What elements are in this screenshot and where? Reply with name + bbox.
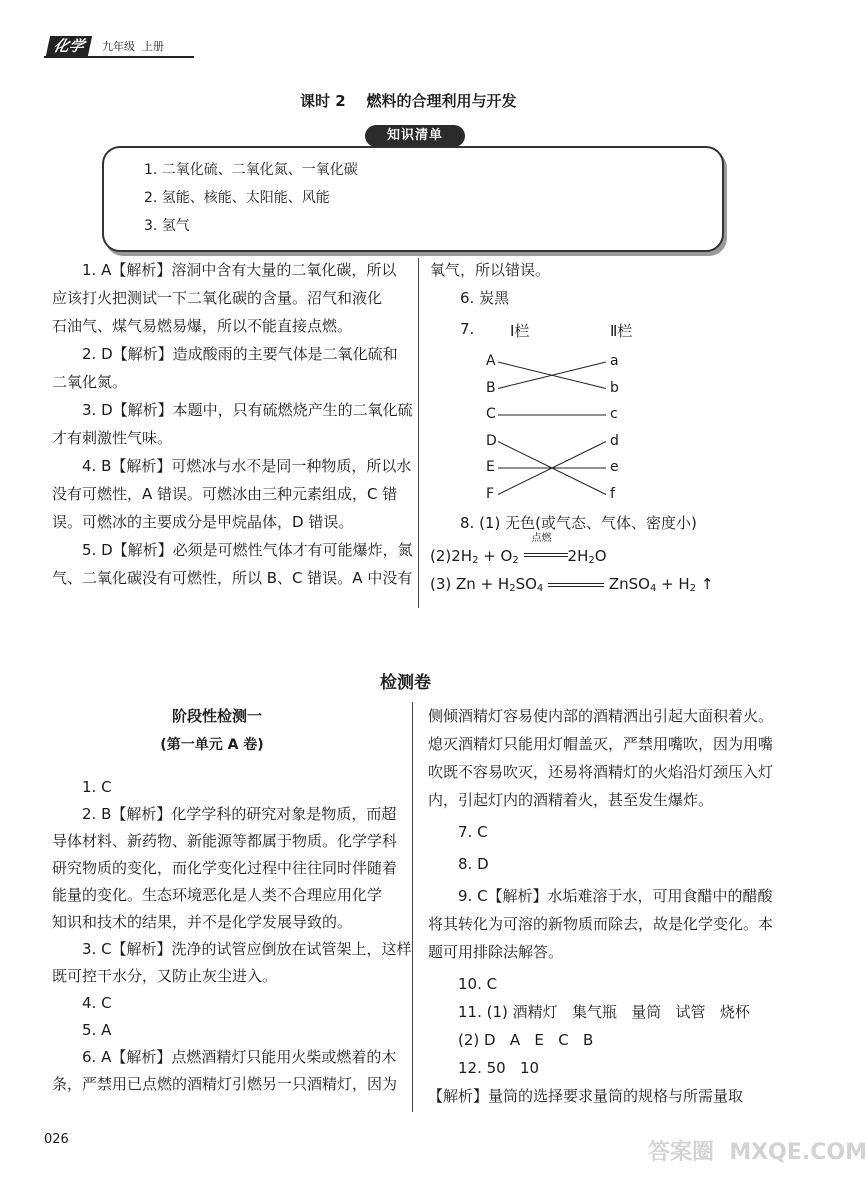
text-line: 4. B【解析】可燃冰与水不是同一种物质，所以水	[82, 457, 412, 475]
column-one-header: Ⅰ栏	[510, 322, 530, 340]
text-line: 【解析】量筒的选择要求量筒的规格与所需量取	[428, 1087, 744, 1105]
lesson-right-column	[430, 256, 790, 312]
left-item: D	[486, 432, 497, 449]
exam-left-column	[52, 702, 412, 1098]
column-divider	[412, 702, 413, 1112]
right-item: a	[610, 353, 619, 369]
right-item: d	[610, 432, 619, 449]
text-line: 熄灭酒精灯只能用灯帽盖灭，严禁用嘴吹，因为用嘴	[428, 735, 774, 753]
text-line: 应该打火把测试一下二氧化碳的含量。沼气和液化	[52, 289, 383, 307]
text-line: 二氧化氮。	[52, 373, 128, 391]
gas-arrow: ↑	[696, 575, 714, 593]
text-line: 6. 炭黑	[460, 289, 510, 307]
header-rule	[44, 56, 194, 58]
q8	[430, 509, 810, 599]
eq3-part: (3) Zn + H	[430, 575, 510, 593]
knowledge-item: 2. 氢能、核能、太阳能、风能	[144, 190, 330, 206]
text-line: 5. D【解析】必须是可燃性气体才有可能爆炸，氮	[82, 541, 413, 559]
column-divider	[418, 258, 419, 608]
left-item: A	[486, 353, 496, 369]
eq3-part: + H	[656, 575, 690, 593]
right-item: c	[610, 406, 618, 422]
lesson-left-column	[52, 256, 412, 592]
column-two-header: Ⅱ栏	[610, 322, 633, 340]
page-header	[44, 36, 194, 58]
subscript: 4	[536, 583, 544, 594]
text-line: 题可用排除法解答。	[428, 943, 564, 961]
text-line: 2. B【解析】化学学科的研究对象是物质，而超	[82, 805, 397, 823]
text-line: 导体材料、新药物、新能源等都属于物质。化学学科	[52, 832, 398, 850]
exam-section-title: 检测卷	[380, 673, 431, 693]
right-item: b	[610, 379, 619, 396]
text-line: 3. D【解析】本题中，只有硫燃烧产生的二氧化硫	[82, 401, 413, 419]
equation-3	[430, 569, 810, 599]
text-line: 11. (1) 酒精灯 集气瓶 量筒 试管 烧杯	[458, 1003, 750, 1021]
text-line: 10. C	[458, 975, 498, 993]
watermark: 答案圈 MXQE.COM	[648, 1140, 867, 1165]
text-line: 既可控干水分，又防止灰尘进入。	[52, 967, 278, 985]
eq2-part: 2H	[567, 547, 589, 565]
knowledge-badge: 知识清单	[365, 125, 465, 147]
knowledge-item: 1. 二氧化硫、二氧化氮、一氧化碳	[144, 162, 358, 178]
text-line: 2. D【解析】造成酸雨的主要气体是二氧化硫和	[82, 345, 398, 363]
left-item: B	[486, 379, 496, 396]
grade-label: 九年级 上册	[102, 40, 164, 53]
matching-question	[460, 318, 660, 508]
left-item: C	[486, 406, 496, 422]
text-line: 才有刺激性气味。	[52, 429, 173, 447]
right-item: f	[610, 485, 615, 502]
lesson-title: 课时 2 燃料的合理利用与开发	[300, 92, 517, 110]
equals-bar	[548, 583, 604, 587]
text-line: 没有可燃性，A 错误。可燃冰由三种元素组成，C 错	[52, 485, 398, 503]
text-line: 5. A	[82, 1021, 112, 1039]
text-line: 1. A【解析】溶洞中含有大量的二氧化碳，所以	[82, 261, 397, 279]
eq3-part: SO	[515, 575, 537, 593]
text-line: 氧气，所以错误。	[430, 261, 551, 279]
text-line: (2) D A E C B	[458, 1031, 594, 1049]
text-line: 12. 50 10	[458, 1059, 540, 1077]
condition-text: 点燃	[531, 532, 552, 544]
subject-label: 化学	[46, 36, 92, 56]
text-line: 知识和技术的结果，并不是化学发展导致的。	[52, 913, 353, 931]
right-item: e	[610, 459, 619, 475]
subscript: 4	[649, 583, 657, 594]
eq2-part: (2)2H	[430, 547, 473, 565]
subscript: 2	[512, 555, 519, 566]
text-line: 将其转化为可溶的新物质而除去，故是化学变化。本	[428, 915, 774, 933]
text-line: 内，引起灯内的酒精着火，甚至发生爆炸。	[428, 791, 714, 809]
q8-line1: 8. (1) 无色(或气态、气体、密度小)	[460, 514, 697, 532]
left-item: E	[486, 459, 495, 475]
text-line: 吹既不容易吹灭，还易将酒精灯的火焰沿灯颈压入灯	[428, 763, 774, 781]
text-line: 4. C	[82, 994, 112, 1012]
q7-label: 7.	[460, 320, 475, 338]
knowledge-card	[102, 146, 724, 252]
text-line: 误。可燃冰的主要成分是甲烷晶体，D 错误。	[52, 513, 354, 531]
text-line: 7. C	[458, 823, 488, 841]
text-line: 气、二氧化碳没有可燃性，所以 B、C 错误。A 中没有	[52, 569, 413, 587]
text-line: 石油气、煤气易燃易爆，所以不能直接点燃。	[52, 317, 353, 335]
subscript: 2	[509, 583, 516, 594]
equation-2	[430, 532, 810, 569]
reaction-condition	[524, 532, 568, 567]
eq3-part: ZnSO	[608, 575, 650, 593]
exam-title: 阶段性检测一	[171, 707, 262, 725]
exam-right-column	[428, 702, 808, 1110]
text-line: 1. C	[82, 778, 112, 796]
subscript: 2	[472, 555, 479, 566]
subscript: 2	[588, 555, 595, 566]
text-line: 侧倾酒精灯容易使内部的酒精洒出引起大面积着火。	[428, 707, 774, 725]
left-item: F	[486, 485, 495, 502]
eq2-part: + O	[478, 547, 513, 565]
subscript: 2	[689, 583, 697, 594]
eq2-part: O	[594, 547, 607, 565]
exam-subtitle: (第一单元 A 卷)	[160, 737, 264, 753]
text-line: 研究物质的变化，而化学变化过程中往往同时伴随着	[52, 859, 398, 877]
text-line: 9. C【解析】水垢难溶于水，可用食醋中的醋酸	[458, 887, 773, 905]
knowledge-item: 3. 氢气	[144, 218, 190, 234]
text-line: 3. C【解析】洗净的试管应倒放在试管架上，这样	[82, 940, 412, 958]
text-line: 条，严禁用已点燃的酒精灯引燃另一只酒精灯，因为	[52, 1075, 398, 1093]
text-line: 6. A【解析】点燃酒精灯只能用火柴或燃着的木	[82, 1048, 397, 1066]
equals-bar	[524, 553, 568, 557]
page-number: 026	[44, 1132, 69, 1147]
text-line: 能量的变化。生态环境恶化是人类不合理应用化学	[52, 886, 383, 904]
text-line: 8. D	[458, 855, 489, 873]
